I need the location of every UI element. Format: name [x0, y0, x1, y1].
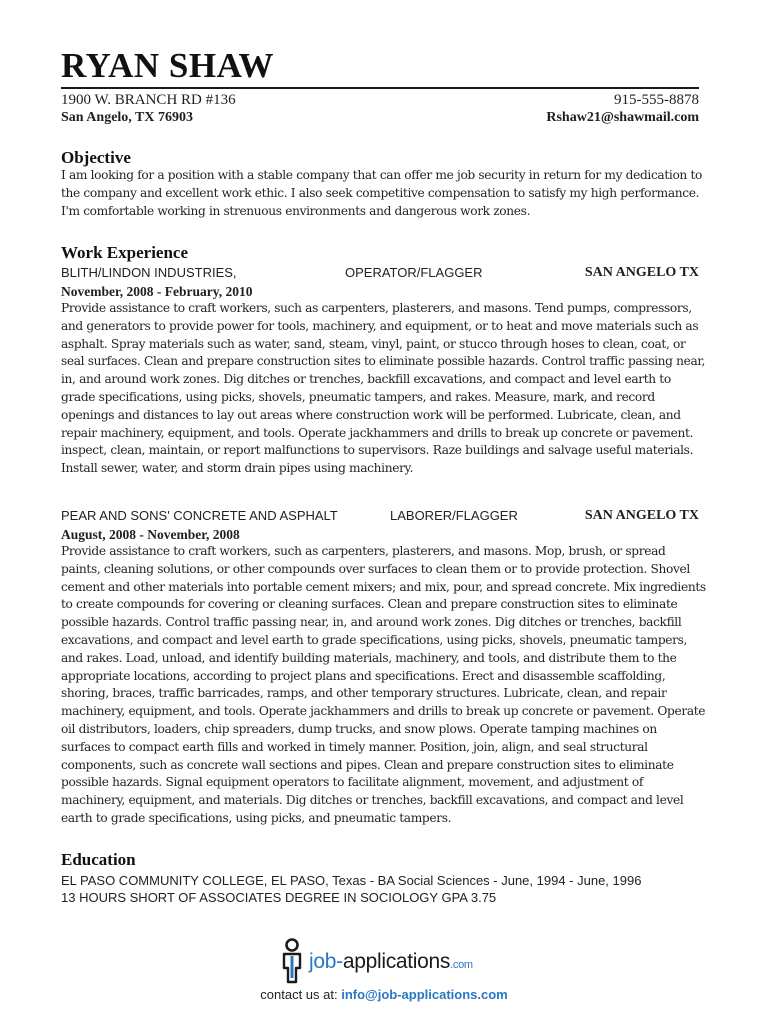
job-location: SAN ANGELO TX — [584, 265, 699, 280]
contact-row-secondary — [61, 109, 699, 127]
job-header — [61, 264, 699, 282]
phone-number: 915-555-8878 — [614, 92, 699, 108]
job-location: SAN ANGELO TX — [584, 508, 699, 523]
job-description: Provide assistance to craft workers, such as carpenters, plasterers, and masons. Mop, brush, or spread paints, cleaning solutions, or other compounds over surfaces to clean them or to provide protection. Shovel cement and other materials into portable cement mixers; and mix, pour, and spread concrete. Mix ingredients to create compounds for covering or cleaning surfaces. Clean and prepare construction sites to eliminate possible hazards. Control traffic passing near, in, and around work zones. Dig ditches or trenches, backfill excavations, and compact and level earth to grade specifications, using picks, shovels, pneumatic tampers, and rakes. Load, unload, and identify building materials, machinery, and tools, and distribute them to the appropriate locations, according to project plans and specifications. Erect and disassemble scaffolding, shoring, braces, traffic barricades, ramps, and other temporary structures. Lubricate, clean, and repair machinery, equipment, and tools. Operate jackhammers and drills to break up concrete or pavement. Operate oil distributors, loaders, chip spreaders, dump trucks, and snow plows. Operate tamping machines on surfaces to compact earth fills and worked in timely manner. Position, join, align, and seal structural components, such as concrete wall sections and pipes. Clean and prepare construction sites to eliminate possible hazards. Signal equipment operators to facilitate alignment, movement, and adjustment of machinery, equipment, and materials. Dig ditches or trenches, backfill excavations, and compact and level earth to grade specifications, using picks, and pneumatic tampers. — [61, 544, 706, 825]
contact-email-link[interactable]: info@job-applications.com — [341, 987, 508, 1002]
work-experience-heading: Work Experience — [61, 243, 189, 262]
email-address: Rshaw21@shawmail.com — [546, 110, 699, 125]
job-dates: August, 2008 - November, 2008 — [61, 527, 240, 542]
job-applications-logo — [279, 938, 519, 986]
job-title: OPERATOR/FLAGGER — [345, 265, 483, 280]
contact-row-primary — [61, 91, 699, 109]
footer-contact — [0, 986, 768, 1004]
header-divider — [61, 87, 699, 89]
street-address: 1900 W. BRANCH RD #136 — [61, 92, 236, 108]
candidate-name: RYAN SHAW — [61, 46, 274, 85]
logo-suffix: .com — [450, 959, 473, 971]
education-line: 13 HOURS SHORT OF ASSOCIATES DEGREE IN SOCIOLOGY GPA 3.75 — [61, 890, 497, 905]
objective-heading: Objective — [61, 148, 131, 167]
objective-text: I am looking for a position with a stable company that can offer me job security in return for my dedication to the company and excellent work ethic. I also seek competitive compensation to satisfy my high performance. I'm comfortable working in strenuous environments and dangerous work zones. — [61, 168, 702, 218]
logo-main: applications — [342, 950, 451, 973]
logo-wordmark — [309, 950, 473, 974]
job-company: BLITH/LINDON INDUSTRIES, — [61, 265, 237, 280]
education-line: EL PASO COMMUNITY COLLEGE, EL PASO, Texas - BA Social Sciences - June, 1994 - June, 1996 — [61, 873, 642, 888]
person-icon — [279, 938, 305, 984]
job-header — [61, 507, 699, 525]
contact-label: contact us at: — [260, 987, 342, 1002]
job-dates: November, 2008 - February, 2010 — [61, 284, 253, 299]
job-description: Provide assistance to craft workers, such as carpenters, plasterers, and masons. Tend pumps, compressors, and generators to provide power for tools, machinery, and equipment, or to heat and move materials such as asphalt. Spray materials such as water, sand, steam, vinyl, paint, or stucco through hoses to clean, coat, or seal surfaces. Clean and prepare construction sites to eliminate possible hazards. Control traffic passing near, in, and around work zones. Dig ditches or trenches, backfill excavations, and compact and level earth to grade specifications, using picks, shovels, pneumatic tampers, and rakes. Measure, mark, and record openings and distances to lay out areas where construction work will be performed. Lubricate, clean, and repair machinery, equipment, and tools. Operate jackhammers and drills to break up concrete or pavement. inspect, clean, maintain, or report malfunctions to supervisors. Raze buildings and salvage useful materials. Install sewer, water, and storm drain pipes using machinery. — [61, 301, 706, 476]
city-state-zip: San Angelo, TX 76903 — [61, 110, 193, 125]
job-company: PEAR AND SONS' CONCRETE AND ASPHALT — [61, 508, 338, 523]
logo-prefix: job- — [309, 950, 343, 973]
job-title: LABORER/FLAGGER — [390, 508, 518, 523]
education-heading: Education — [61, 850, 136, 869]
